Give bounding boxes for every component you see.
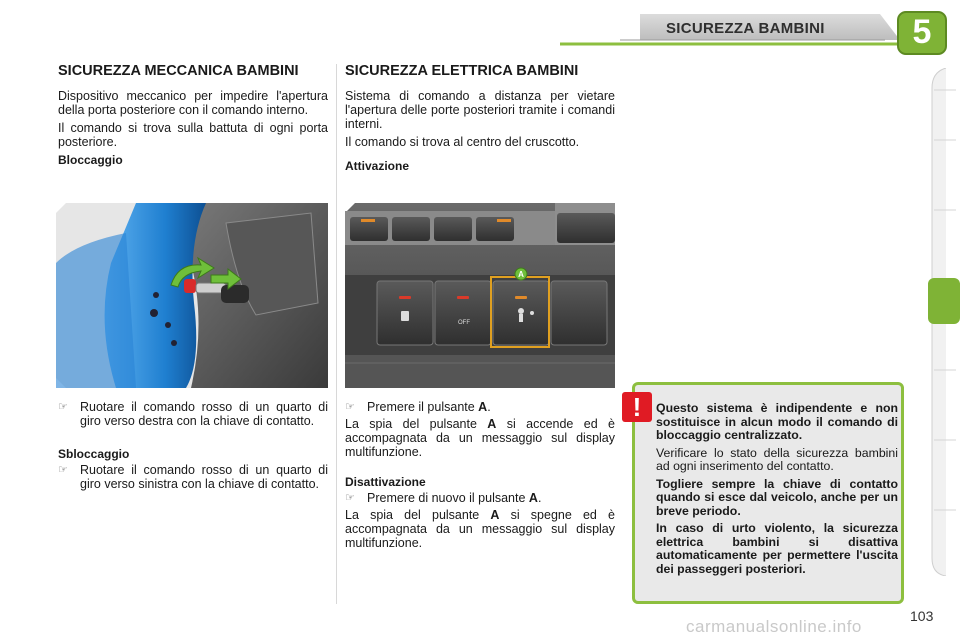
finger-pointer-icon: ☞ — [345, 492, 355, 504]
unlock-subtitle: Sbloccaggio — [58, 447, 130, 461]
warning-bold-2: Togliere sempre la chiave di contatto quando si esce dal veicolo, anche per un breve periodo. — [656, 476, 898, 518]
intro-paragraph: Sistema di comando a distanza per vietare l'apertura delle porte posteriori tramite i comandi interni. — [345, 89, 615, 131]
page-number: 103 — [910, 608, 934, 624]
finger-pointer-icon: ☞ — [58, 401, 68, 413]
door-lock-photo — [56, 203, 328, 388]
lock-instructions — [58, 400, 328, 491]
warning-normal-1: Verificare lo stato della sicurezza bambini ad ogni inserimento del contatto. — [656, 445, 898, 473]
intro-paragraph: Dispositivo meccanico per impedire l'apertura della porta posteriore con il comando interno. — [58, 89, 328, 117]
dashboard-buttons-photo — [345, 203, 615, 388]
watermark-text: carmanualsonline.info — [686, 617, 862, 636]
deactivation-subtitle: Disattivazione — [345, 475, 426, 489]
activation-bullet: ☞ Premere il pulsante A. — [345, 400, 491, 414]
finger-pointer-icon: ☞ — [345, 401, 355, 413]
activation-subtitle: Attivazione — [345, 159, 410, 173]
electric-safety-section — [345, 62, 615, 175]
unlock-bullet: ☞ Ruotare il comando rosso di un quarto di giro verso sinistra con la chiave di contatto. — [58, 463, 328, 491]
deactivation-bullet: ☞ Premere di nuovo il pulsante A. — [345, 491, 542, 505]
warning-content — [656, 402, 898, 580]
chapter-title: SICUREZZA BAMBINI — [666, 20, 825, 37]
warning-exclamation-icon: ! — [622, 392, 652, 422]
warning-bold-3: In caso di urto violento, la sicurezza elettrica bambini si disattiva automaticamente per permettere l'uscita dei passeggeri posteriori. — [656, 521, 898, 576]
lock-bullet: ☞ Ruotare il comando rosso di un quarto di giro verso destra con la chiave di contatto. — [58, 400, 328, 428]
finger-pointer-icon: ☞ — [58, 464, 68, 476]
lock-subtitle: Bloccaggio — [58, 153, 123, 167]
chapter-number: 5 — [912, 13, 932, 51]
activation-paragraph: La spia del pulsante A si accende ed è accompagnata da un messaggio sul display multifunzione. — [345, 417, 615, 459]
activation-instructions — [345, 400, 615, 554]
location-paragraph: Il comando si trova sulla battuta di ogni porta posteriore. — [58, 121, 328, 149]
section-title: SICUREZZA ELETTRICA BAMBINI — [345, 63, 579, 79]
section-title: SICUREZZA MECCANICA BAMBINI — [58, 63, 299, 79]
deactivation-paragraph: La spia del pulsante A si spegne ed è accompagnata da un messaggio sul display multifunzione. — [345, 508, 615, 550]
column-divider — [336, 64, 337, 604]
location-paragraph: Il comando si trova al centro del cruscotto. — [345, 135, 580, 149]
page-header — [0, 0, 960, 60]
mechanical-safety-section — [58, 62, 328, 169]
off-label: OFF — [458, 320, 470, 326]
warning-bold-1: Questo sistema è indipendente e non sostituisce in alcun modo il comando di bloccaggio centralizzato. — [656, 401, 898, 442]
button-callout-label: A — [518, 270, 524, 279]
side-chapter-tabs — [926, 68, 960, 576]
